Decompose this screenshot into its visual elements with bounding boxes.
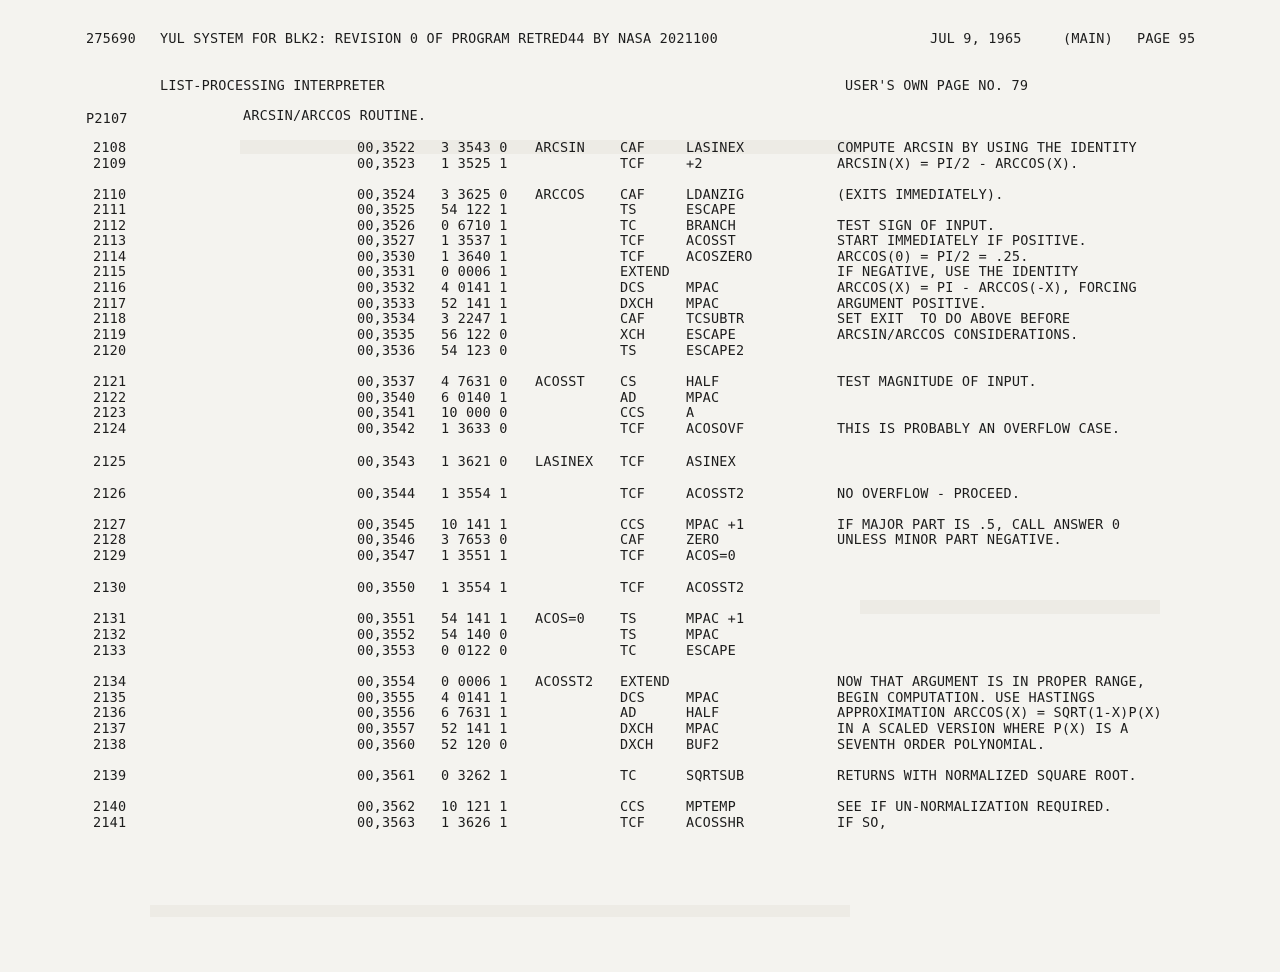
- opcode: TC: [620, 218, 637, 234]
- octal-code: 3 2247 1: [441, 311, 508, 327]
- octal-code: 54 141 1: [441, 611, 508, 627]
- opcode: CCS: [620, 517, 645, 533]
- operand: ACOSOVF: [686, 421, 745, 437]
- opcode: TCF: [620, 486, 645, 502]
- line-number: 2139: [93, 768, 127, 784]
- opcode: TS: [620, 611, 637, 627]
- comment: IF NEGATIVE, USE THE IDENTITY: [837, 264, 1079, 280]
- comment: IF SO,: [837, 815, 887, 831]
- comment: NO OVERFLOW - PROCEED.: [837, 486, 1021, 502]
- opcode: DXCH: [620, 296, 654, 312]
- octal-code: 6 7631 1: [441, 705, 508, 721]
- opcode: CAF: [620, 187, 645, 203]
- opcode: DXCH: [620, 721, 654, 737]
- line-number: 2114: [93, 249, 127, 265]
- comment: TEST SIGN OF INPUT.: [837, 218, 996, 234]
- opcode: TCF: [620, 815, 645, 831]
- address: 00,3536: [357, 343, 416, 359]
- address: 00,3556: [357, 705, 416, 721]
- line-number: 2135: [93, 690, 127, 706]
- opcode: CS: [620, 374, 637, 390]
- opcode: TC: [620, 768, 637, 784]
- octal-code: 4 0141 1: [441, 690, 508, 706]
- address: 00,3533: [357, 296, 416, 312]
- address: 00,3553: [357, 643, 416, 659]
- operand: ACOSSHR: [686, 815, 745, 831]
- line-number: 2129: [93, 548, 127, 564]
- comment: ARCCOS(X) = PI - ARCCOS(-X), FORCING: [837, 280, 1137, 296]
- opcode: AD: [620, 390, 637, 406]
- operand: LDANZIG: [686, 187, 745, 203]
- operand: HALF: [686, 705, 720, 721]
- line-number: 2137: [93, 721, 127, 737]
- opcode: CAF: [620, 140, 645, 156]
- opcode: TS: [620, 202, 637, 218]
- address: 00,3537: [357, 374, 416, 390]
- label: ACOSST2: [535, 674, 594, 690]
- octal-code: 52 141 1: [441, 721, 508, 737]
- line-number: 2118: [93, 311, 127, 327]
- address: 00,3530: [357, 249, 416, 265]
- line-number: 2126: [93, 486, 127, 502]
- opcode: CCS: [620, 405, 645, 421]
- line-number: 2109: [93, 156, 127, 172]
- address: 00,3526: [357, 218, 416, 234]
- address: 00,3524: [357, 187, 416, 203]
- main-tag: (MAIN): [1063, 31, 1113, 47]
- operand: ACOSST2: [686, 580, 745, 596]
- octal-code: 4 0141 1: [441, 280, 508, 296]
- operand: ESCAPE: [686, 202, 736, 218]
- comment: ARCCOS(0) = PI/2 = .25.: [837, 249, 1029, 265]
- line-number: 2119: [93, 327, 127, 343]
- line-number: 2113: [93, 233, 127, 249]
- octal-code: 0 3262 1: [441, 768, 508, 784]
- octal-code: 1 3554 1: [441, 580, 508, 596]
- address: 00,3554: [357, 674, 416, 690]
- address: 00,3525: [357, 202, 416, 218]
- comment: SEE IF UN-NORMALIZATION REQUIRED.: [837, 799, 1112, 815]
- operand: HALF: [686, 374, 720, 390]
- comment: IF MAJOR PART IS .5, CALL ANSWER 0: [837, 517, 1121, 533]
- show-through-shadow: [860, 600, 1160, 614]
- line-number: 2131: [93, 611, 127, 627]
- operand: ACOSZERO: [686, 249, 753, 265]
- address: 00,3523: [357, 156, 416, 172]
- octal-code: 54 140 0: [441, 627, 508, 643]
- octal-code: 1 3626 1: [441, 815, 508, 831]
- line-number: 2134: [93, 674, 127, 690]
- opcode: CAF: [620, 311, 645, 327]
- label: LASINEX: [535, 454, 594, 470]
- octal-code: 3 3625 0: [441, 187, 508, 203]
- line-number: 2132: [93, 627, 127, 643]
- line-number: 2125: [93, 454, 127, 470]
- line-number: 2133: [93, 643, 127, 659]
- address: 00,3560: [357, 737, 416, 753]
- octal-code: 52 141 1: [441, 296, 508, 312]
- octal-code: 6 0140 1: [441, 390, 508, 406]
- comment: ARCSIN/ARCCOS CONSIDERATIONS.: [837, 327, 1079, 343]
- address: 00,3547: [357, 548, 416, 564]
- address: 00,3543: [357, 454, 416, 470]
- octal-code: 0 0006 1: [441, 264, 508, 280]
- octal-code: 54 123 0: [441, 343, 508, 359]
- octal-code: 1 3551 1: [441, 548, 508, 564]
- routine-line-number: P2107: [86, 111, 128, 127]
- octal-code: 1 3621 0: [441, 454, 508, 470]
- label: ACOS=0: [535, 611, 585, 627]
- opcode: DXCH: [620, 737, 654, 753]
- octal-code: 10 141 1: [441, 517, 508, 533]
- operand: MPAC +1: [686, 517, 745, 533]
- line-number: 2111: [93, 202, 127, 218]
- line-number: 2120: [93, 343, 127, 359]
- octal-code: 3 7653 0: [441, 532, 508, 548]
- octal-code: 0 0006 1: [441, 674, 508, 690]
- opcode: TS: [620, 343, 637, 359]
- opcode: TS: [620, 627, 637, 643]
- operand: MPAC: [686, 721, 720, 737]
- octal-code: 0 6710 1: [441, 218, 508, 234]
- routine-title: ARCSIN/ARCCOS ROUTINE.: [243, 108, 427, 124]
- address: 00,3545: [357, 517, 416, 533]
- comment: ARCSIN(X) = PI/2 - ARCCOS(X).: [837, 156, 1079, 172]
- operand: +2: [686, 156, 703, 172]
- opcode: CCS: [620, 799, 645, 815]
- address: 00,3542: [357, 421, 416, 437]
- address: 00,3531: [357, 264, 416, 280]
- octal-code: 1 3525 1: [441, 156, 508, 172]
- operand: ACOSST2: [686, 486, 745, 502]
- line-number: 2110: [93, 187, 127, 203]
- address: 00,3522: [357, 140, 416, 156]
- line-number: 2128: [93, 532, 127, 548]
- octal-code: 10 000 0: [441, 405, 508, 421]
- line-number: 2116: [93, 280, 127, 296]
- opcode: EXTEND: [620, 264, 670, 280]
- operand: ESCAPE2: [686, 343, 745, 359]
- octal-code: 54 122 1: [441, 202, 508, 218]
- line-number: 2115: [93, 264, 127, 280]
- line-number: 2123: [93, 405, 127, 421]
- operand: MPAC +1: [686, 611, 745, 627]
- octal-code: 1 3633 0: [441, 421, 508, 437]
- comment: NOW THAT ARGUMENT IS IN PROPER RANGE,: [837, 674, 1146, 690]
- octal-code: 1 3537 1: [441, 233, 508, 249]
- opcode: XCH: [620, 327, 645, 343]
- comment: THIS IS PROBABLY AN OVERFLOW CASE.: [837, 421, 1121, 437]
- opcode: DCS: [620, 690, 645, 706]
- address: 00,3527: [357, 233, 416, 249]
- operand: ACOSST: [686, 233, 736, 249]
- address: 00,3555: [357, 690, 416, 706]
- opcode: TCF: [620, 548, 645, 564]
- line-number: 2112: [93, 218, 127, 234]
- address: 00,3557: [357, 721, 416, 737]
- print-date: JUL 9, 1965: [930, 31, 1022, 47]
- octal-code: 0 0122 0: [441, 643, 508, 659]
- octal-code: 1 3640 1: [441, 249, 508, 265]
- comment: RETURNS WITH NORMALIZED SQUARE ROOT.: [837, 768, 1137, 784]
- address: 00,3535: [357, 327, 416, 343]
- comment: (EXITS IMMEDIATELY).: [837, 187, 1004, 203]
- comment: SET EXIT TO DO ABOVE BEFORE: [837, 311, 1071, 327]
- address: 00,3552: [357, 627, 416, 643]
- line-number: 2124: [93, 421, 127, 437]
- label: ARCCOS: [535, 187, 585, 203]
- operand: SQRTSUB: [686, 768, 745, 784]
- opcode: TCF: [620, 454, 645, 470]
- comment: TEST MAGNITUDE OF INPUT.: [837, 374, 1037, 390]
- octal-code: 52 120 0: [441, 737, 508, 753]
- job-number: 275690: [86, 31, 136, 47]
- opcode: AD: [620, 705, 637, 721]
- octal-code: 10 121 1: [441, 799, 508, 815]
- label: ARCSIN: [535, 140, 585, 156]
- operand: A: [686, 405, 695, 421]
- show-through-shadow: [150, 905, 850, 917]
- address: 00,3540: [357, 390, 416, 406]
- comment: APPROXIMATION ARCCOS(X) = SQRT(1-X)P(X): [837, 705, 1162, 721]
- comment: IN A SCALED VERSION WHERE P(X) IS A: [837, 721, 1129, 737]
- operand: ESCAPE: [686, 643, 736, 659]
- line-number: 2136: [93, 705, 127, 721]
- comment: BEGIN COMPUTATION. USE HASTINGS: [837, 690, 1096, 706]
- address: 00,3550: [357, 580, 416, 596]
- operand: MPAC: [686, 390, 720, 406]
- users-page-number: USER'S OWN PAGE NO. 79: [845, 78, 1029, 94]
- address: 00,3546: [357, 532, 416, 548]
- address: 00,3551: [357, 611, 416, 627]
- opcode: TCF: [620, 421, 645, 437]
- operand: MPAC: [686, 690, 720, 706]
- address: 00,3561: [357, 768, 416, 784]
- octal-code: 56 122 0: [441, 327, 508, 343]
- opcode: TCF: [620, 233, 645, 249]
- line-number: 2140: [93, 799, 127, 815]
- line-number: 2117: [93, 296, 127, 312]
- operand: MPAC: [686, 296, 720, 312]
- page-number: PAGE 95: [1137, 31, 1196, 47]
- opcode: TCF: [620, 249, 645, 265]
- address: 00,3532: [357, 280, 416, 296]
- operand: ACOS=0: [686, 548, 736, 564]
- octal-code: 3 3543 0: [441, 140, 508, 156]
- line-number: 2108: [93, 140, 127, 156]
- opcode: TCF: [620, 156, 645, 172]
- operand: TCSUBTR: [686, 311, 745, 327]
- comment: START IMMEDIATELY IF POSITIVE.: [837, 233, 1087, 249]
- opcode: DCS: [620, 280, 645, 296]
- operand: LASINEX: [686, 140, 745, 156]
- section-title: LIST-PROCESSING INTERPRETER: [160, 78, 385, 94]
- operand: MPTEMP: [686, 799, 736, 815]
- address: 00,3534: [357, 311, 416, 327]
- address: 00,3563: [357, 815, 416, 831]
- comment: COMPUTE ARCSIN BY USING THE IDENTITY: [837, 140, 1137, 156]
- line-number: 2127: [93, 517, 127, 533]
- line-number: 2122: [93, 390, 127, 406]
- line-number: 2138: [93, 737, 127, 753]
- operand: ZERO: [686, 532, 720, 548]
- label: ACOSST: [535, 374, 585, 390]
- comment: ARGUMENT POSITIVE.: [837, 296, 987, 312]
- operand: BUF2: [686, 737, 720, 753]
- octal-code: 4 7631 0: [441, 374, 508, 390]
- operand: ASINEX: [686, 454, 736, 470]
- opcode: CAF: [620, 532, 645, 548]
- opcode: TCF: [620, 580, 645, 596]
- system-title: YUL SYSTEM FOR BLK2: REVISION 0 OF PROGRAM RETRED44 BY NASA 2021100: [160, 31, 718, 47]
- operand: BRANCH: [686, 218, 736, 234]
- opcode: EXTEND: [620, 674, 670, 690]
- operand: MPAC: [686, 280, 720, 296]
- address: 00,3544: [357, 486, 416, 502]
- comment: UNLESS MINOR PART NEGATIVE.: [837, 532, 1062, 548]
- line-number: 2130: [93, 580, 127, 596]
- comment: SEVENTH ORDER POLYNOMIAL.: [837, 737, 1046, 753]
- operand: ESCAPE: [686, 327, 736, 343]
- address: 00,3541: [357, 405, 416, 421]
- octal-code: 1 3554 1: [441, 486, 508, 502]
- operand: MPAC: [686, 627, 720, 643]
- line-number: 2141: [93, 815, 127, 831]
- line-number: 2121: [93, 374, 127, 390]
- address: 00,3562: [357, 799, 416, 815]
- opcode: TC: [620, 643, 637, 659]
